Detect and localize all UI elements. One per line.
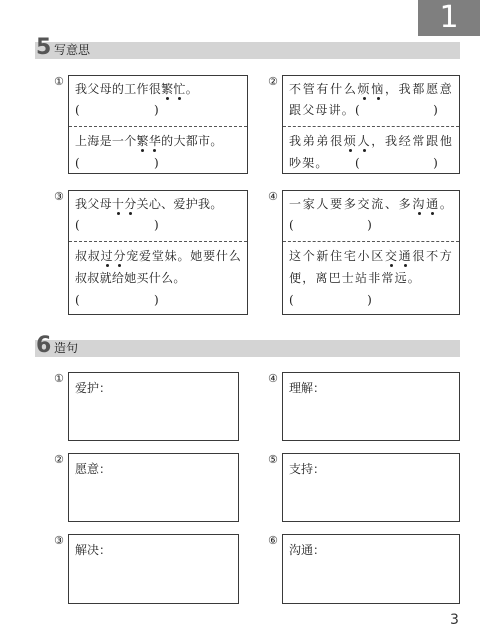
section-header-bar: [35, 340, 460, 357]
item-marker: ②: [268, 75, 278, 88]
sentence-writing-box[interactable]: [282, 453, 460, 522]
item-marker: ⑥: [268, 534, 278, 547]
section-number: 5: [36, 35, 52, 60]
blank-open-paren: (: [75, 156, 80, 170]
section-title: 造句: [54, 341, 79, 355]
sentence-block: [69, 76, 247, 126]
blank-close-paren: ): [154, 218, 159, 232]
target-word: 支持：: [289, 462, 326, 476]
dotted-word: [412, 197, 439, 211]
answer-blank[interactable]: [355, 152, 439, 174]
dotted-word: [101, 249, 127, 263]
sentence-block: [283, 126, 459, 174]
dotted-character: 十: [111, 197, 125, 211]
item-marker: ③: [54, 534, 64, 547]
dotted-character: 分: [124, 197, 137, 211]
dotted-character: 忙: [173, 82, 186, 96]
sentence-block: [283, 191, 459, 241]
sentence-writing-box[interactable]: [68, 453, 239, 522]
blank-close-paren: ): [154, 156, 159, 170]
answer-row: [75, 100, 241, 121]
answer-row: [75, 152, 241, 174]
dotted-character: 烦: [343, 134, 358, 148]
sentence-writing-box[interactable]: [68, 534, 239, 604]
item-marker: ①: [54, 372, 64, 385]
blank-close-paren: ): [367, 293, 373, 307]
section-header-bar: [35, 42, 460, 59]
dotted-word: [137, 134, 162, 148]
sentence-line: 我父母十分关心、爱护我。: [75, 197, 223, 211]
answer-row: [75, 215, 241, 236]
chapter-tab: 1: [418, 0, 480, 36]
sentence-line: 上海是一个繁华的大都市。: [75, 134, 223, 148]
sentence-line: 叔叔就给她买什么。: [75, 271, 186, 285]
blank-open-paren: (: [75, 293, 80, 307]
sentence-line-with-blank: [289, 100, 453, 121]
item-marker: ④: [268, 372, 278, 385]
blank-open-paren: (: [355, 103, 361, 117]
dotted-word: [344, 134, 371, 148]
dotted-character: 通: [426, 197, 440, 211]
dotted-character: 交: [384, 249, 399, 263]
blank-open-paren: (: [289, 293, 295, 307]
sentence-block: [283, 241, 459, 311]
page-number: 3: [450, 612, 459, 628]
sentence-line: 跟父母讲。: [289, 103, 356, 117]
blank-close-paren: ): [154, 103, 159, 117]
sentence-block: [69, 126, 247, 174]
answer-blank[interactable]: [75, 289, 159, 311]
answer-blank[interactable]: [289, 215, 373, 236]
dotted-word: [385, 249, 412, 263]
blank-close-paren: ): [154, 293, 159, 307]
target-word: 爱护：: [75, 381, 112, 395]
sentence-block: [283, 76, 459, 126]
dotted-character: 华: [148, 134, 162, 148]
answer-blank[interactable]: [355, 100, 439, 121]
dotted-character: 过: [100, 249, 114, 263]
item-marker: ⑤: [268, 453, 278, 466]
answer-row: [75, 289, 241, 311]
blank-open-paren: (: [289, 218, 295, 232]
dotted-character: 通: [398, 249, 413, 263]
meaning-item: [282, 75, 460, 174]
dotted-character: 沟: [412, 197, 427, 211]
sentence-line: 我父母的工作很繁忙。: [75, 82, 199, 96]
dotted-word: [112, 197, 137, 211]
dotted-character: 繁: [161, 82, 174, 96]
item-marker: ①: [54, 75, 64, 88]
dotted-character: 繁: [136, 134, 149, 148]
sentence-block: [69, 241, 247, 311]
sentence-line: 吵架。: [289, 156, 329, 170]
meaning-item: [68, 75, 248, 174]
dotted-character: 烦: [357, 82, 372, 96]
answer-row: [289, 215, 453, 236]
blank-open-paren: (: [75, 103, 80, 117]
sentence-line: 不管有什么烦恼，我都愿意: [289, 82, 453, 96]
dotted-word: [358, 82, 385, 96]
answer-blank[interactable]: [75, 100, 159, 121]
answer-blank[interactable]: [75, 215, 159, 236]
answer-blank[interactable]: [75, 152, 159, 174]
sentence-line-with-blank: [289, 152, 453, 174]
meaning-item: [282, 190, 460, 315]
sentence-line: 便，离巴士站非常远。: [289, 271, 422, 285]
sentence-line: 这个新住宅小区交通很不方: [289, 249, 454, 263]
sentence-writing-box[interactable]: [282, 534, 460, 604]
target-word: 解决：: [75, 543, 112, 557]
section-title: 写意思: [54, 43, 91, 57]
blank-close-paren: ): [433, 156, 439, 170]
sentence-writing-box[interactable]: [282, 372, 460, 441]
sentence-line: 叔叔过分宠爱堂妹。她要什么: [75, 249, 241, 263]
meaning-item: [68, 190, 248, 315]
dotted-character: 分: [113, 249, 127, 263]
blank-open-paren: (: [75, 218, 80, 232]
dotted-character: 人: [357, 134, 372, 148]
item-marker: ②: [54, 453, 64, 466]
target-word: 沟通：: [289, 543, 326, 557]
dotted-character: 恼: [371, 82, 385, 96]
answer-blank[interactable]: [289, 289, 373, 311]
section-number: 6: [36, 333, 52, 358]
blank-open-paren: (: [355, 156, 361, 170]
item-marker: ③: [54, 190, 64, 203]
sentence-line: 我弟弟很烦人，我经常跟他: [289, 134, 454, 148]
answer-row: [289, 289, 453, 311]
sentence-writing-box[interactable]: [68, 372, 239, 441]
sentence-block: [69, 191, 247, 241]
item-marker: ④: [268, 190, 278, 203]
target-word: 理解：: [289, 381, 326, 395]
blank-close-paren: ): [367, 218, 373, 232]
sentence-line: 一家人要多交流、多沟通。: [289, 197, 454, 211]
dotted-word: [161, 82, 186, 96]
target-word: 愿意：: [75, 462, 112, 476]
blank-close-paren: ): [433, 103, 439, 117]
